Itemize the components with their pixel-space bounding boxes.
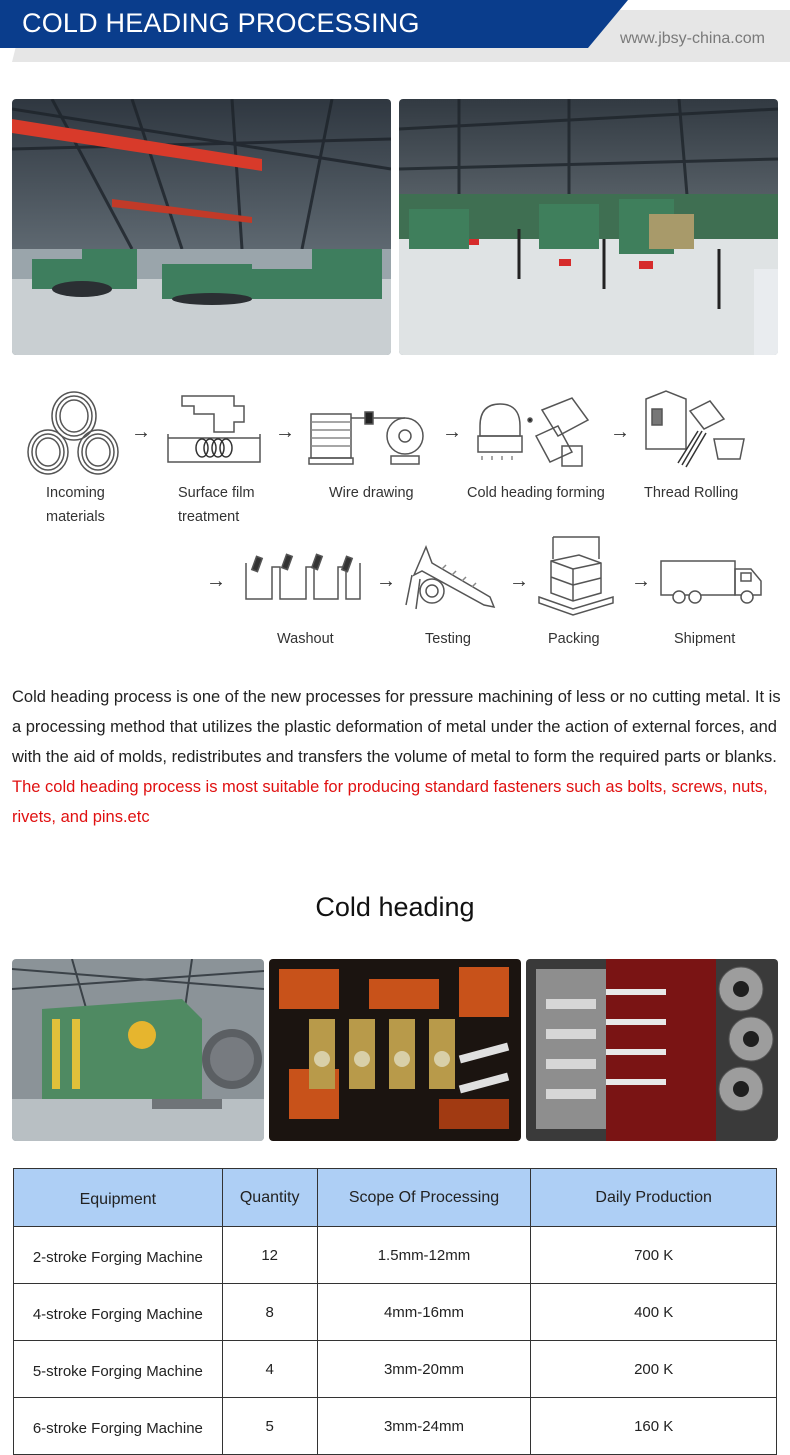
shipment-label: Shipment	[674, 631, 736, 647]
description-highlight: The cold heading process is most suitable for producing standard fasteners such as bolts, screws, nuts, rivets, and pins.etc	[12, 778, 768, 826]
caliper-icon	[402, 545, 496, 617]
header-banner	[0, 0, 790, 64]
table-header-row	[14, 1169, 777, 1227]
factory-hall-photo-right	[399, 99, 778, 355]
step-label-line: Incoming	[46, 485, 105, 501]
daily-production-cell: 200 K	[531, 1341, 777, 1398]
incoming-materials-step	[26, 388, 122, 478]
surface-film-tank-icon	[164, 392, 264, 470]
equipment-table	[13, 1168, 777, 1455]
equipment-cell: 2-stroke Forging Machine	[14, 1227, 223, 1284]
cold-heading-forming-label: Cold heading forming	[467, 485, 605, 501]
column-header-scope: Scope Of Processing	[317, 1169, 531, 1227]
daily-production-cell: 160 K	[531, 1398, 777, 1455]
washout-tank-icon	[244, 553, 362, 603]
wire-drawing-label: Wire drawing	[329, 485, 414, 501]
cold-heading-forming-step	[472, 396, 602, 470]
flow-arrow: →	[275, 421, 295, 443]
surface-film-step	[164, 392, 264, 470]
flow-arrow: →	[131, 421, 151, 443]
table-row	[14, 1398, 777, 1455]
thread-rolling-label: Thread Rolling	[644, 485, 739, 501]
table-row	[14, 1227, 777, 1284]
daily-production-cell: 400 K	[531, 1284, 777, 1341]
scope-cell: 3mm-20mm	[317, 1341, 531, 1398]
flow-arrow: →	[206, 570, 226, 592]
step-label-line: Surface film	[178, 485, 255, 501]
section-title: Cold heading	[315, 892, 475, 922]
washout-step	[244, 553, 362, 603]
column-header-quantity: Quantity	[222, 1169, 317, 1227]
scope-cell: 4mm-16mm	[317, 1284, 531, 1341]
factory-hall-photo-left	[12, 99, 391, 355]
quantity-cell: 12	[222, 1227, 317, 1284]
equipment-cell: 4-stroke Forging Machine	[14, 1284, 223, 1341]
flow-arrow: →	[610, 421, 630, 443]
column-header-equipment: Equipment	[14, 1169, 223, 1227]
transfer-fingers-photo	[526, 959, 778, 1141]
table-row	[14, 1341, 777, 1398]
page-title: COLD HEADING PROCESSING	[22, 8, 420, 38]
flow-arrow: →	[631, 570, 651, 592]
washout-label: Washout	[277, 631, 334, 647]
thread-rolling-icon	[640, 389, 750, 471]
daily-production-cell: 700 K	[531, 1227, 777, 1284]
scope-cell: 3mm-24mm	[317, 1398, 531, 1455]
site-url[interactable]: www.jbsy-china.com	[620, 30, 765, 47]
column-header-daily-production: Daily Production	[531, 1169, 777, 1227]
flow-arrow: →	[442, 421, 462, 443]
wire-drawing-machine-icon	[305, 404, 429, 466]
equipment-cell: 5-stroke Forging Machine	[14, 1341, 223, 1398]
flow-arrow: →	[509, 570, 529, 592]
surface-film-label	[178, 481, 255, 529]
step-label-line: treatment	[178, 509, 240, 525]
truck-icon	[657, 559, 765, 605]
forging-machine-photo	[12, 959, 264, 1141]
incoming-materials-label	[46, 481, 105, 529]
quantity-cell: 5	[222, 1398, 317, 1455]
table-row	[14, 1284, 777, 1341]
flow-arrow: →	[376, 570, 396, 592]
scope-cell: 1.5mm-12mm	[317, 1227, 531, 1284]
testing-label: Testing	[425, 631, 471, 647]
process-description	[12, 682, 782, 832]
quantity-cell: 8	[222, 1284, 317, 1341]
packing-label: Packing	[548, 631, 600, 647]
wire-drawing-step	[305, 404, 429, 466]
die-block-photo	[269, 959, 521, 1141]
packing-step	[535, 535, 617, 617]
shipment-step	[657, 559, 765, 605]
quantity-cell: 4	[222, 1341, 317, 1398]
description-text: Cold heading process is one of the new processes for pressure machining of less or no cutting metal. It is a processing method that utilizes the plastic deformation of metal under the action of external forces, and with the aid of molds, redistributes and transfers the volume of metal to form the required parts or blanks.	[12, 688, 781, 766]
step-label-line: materials	[46, 509, 105, 525]
cold-heading-forming-icon	[472, 396, 602, 470]
thread-rolling-step	[640, 389, 750, 471]
pallet-boxes-icon	[535, 535, 617, 617]
equipment-cell: 6-stroke Forging Machine	[14, 1398, 223, 1455]
testing-step	[402, 545, 496, 617]
wire-coils-icon	[26, 388, 122, 478]
